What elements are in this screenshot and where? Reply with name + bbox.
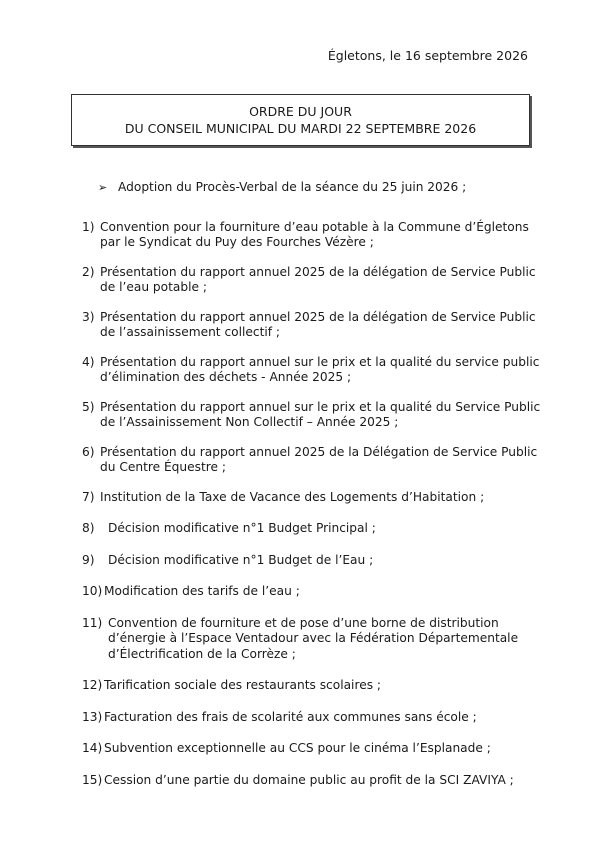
item-number: 7)	[82, 489, 95, 504]
agenda-item	[82, 584, 542, 600]
item-text: Présentation du rapport annuel 2025 de la délégation de Service Public de l’assainissement collectif ;	[100, 309, 536, 339]
item-number: 2)	[82, 264, 95, 279]
agenda-item	[82, 265, 542, 296]
item-number: 9)	[82, 552, 95, 567]
item-text: Présentation du rapport annuel 2025 de la délégation de Service Public de l’eau potable ;	[100, 264, 536, 294]
agenda-item	[82, 710, 542, 726]
agenda-item	[82, 616, 542, 663]
agenda-item	[82, 741, 542, 757]
item-text: Subvention exceptionnelle au CCS pour le cinéma l’Esplanade ;	[104, 741, 491, 755]
item-number: 10)	[82, 584, 103, 598]
item-text: Tarification sociale des restaurants scolaires ;	[104, 678, 382, 692]
agenda-preamble	[82, 180, 542, 196]
item-number: 6)	[82, 444, 95, 459]
agenda-title: ORDRE DU JOUR	[249, 104, 352, 119]
item-text: Présentation du rapport annuel sur le prix et la qualité du Service Public de l’Assainissement Non Collectif – Année 2025 ;	[100, 399, 541, 429]
item-text: Cession d’une partie du domaine public au profit de la SCI ZAVIYA ;	[104, 772, 514, 787]
agenda-item	[82, 678, 542, 694]
item-text: Institution de la Taxe de Vacance des Logements d’Habitation ;	[100, 489, 485, 504]
item-number: 12)	[82, 678, 103, 692]
item-number: 13)	[82, 709, 103, 724]
agenda-list	[82, 180, 542, 788]
item-text: Convention de fourniture et de pose d’une borne de distribution d’énergie à l’Espace Ventadour avec la Fédération Départementale d’Électrification de la Corrèze ;	[108, 615, 519, 661]
item-number: 3)	[82, 309, 95, 324]
item-number: 11)	[82, 615, 103, 630]
item-text: Modification des tarifs de l’eau ;	[104, 584, 300, 598]
preamble-text: Adoption du Procès-Verbal de la séance du 25 juin 2026 ;	[118, 180, 467, 194]
agenda-subtitle: DU CONSEIL MUNICIPAL DU MARDI 22 SEPTEMBRE 2026	[124, 121, 477, 136]
agenda-item	[82, 773, 542, 789]
item-number: 14)	[82, 741, 103, 755]
item-text: Présentation du rapport annuel 2025 de la Délégation de Service Public du Centre Équestre ;	[100, 444, 538, 474]
document-date: Égletons, le 16 septembre 2026	[327, 48, 528, 63]
item-number: 4)	[82, 354, 95, 369]
item-text: Présentation du rapport annuel sur le prix et la qualité du service public d’élimination des déchets - Année 2025 ;	[100, 354, 540, 384]
item-text: Convention pour la fourniture d’eau potable à la Commune d’Égletons par le Syndicat du Puy des Fourches Vézère ;	[100, 219, 529, 249]
agenda-item	[82, 553, 542, 569]
item-number: 8)	[82, 521, 95, 535]
agenda-item	[82, 490, 542, 506]
agenda-item	[82, 310, 542, 341]
agenda-item	[82, 400, 542, 431]
agenda-title-box	[71, 94, 530, 146]
agenda-item	[82, 445, 542, 476]
arrow-bullet-icon: ➢	[98, 181, 108, 194]
agenda-item	[82, 355, 542, 386]
item-number: 1)	[82, 219, 95, 234]
item-text: Facturation des frais de scolarité aux communes sans école ;	[104, 709, 477, 724]
agenda-item	[82, 521, 542, 537]
item-text: Décision modificative n°1 Budget Principal ;	[108, 521, 376, 535]
item-number: 15)	[82, 772, 103, 787]
agenda-item	[82, 220, 542, 251]
item-number: 5)	[82, 399, 95, 414]
item-text: Décision modificative n°1 Budget de l’Eau ;	[108, 552, 374, 567]
